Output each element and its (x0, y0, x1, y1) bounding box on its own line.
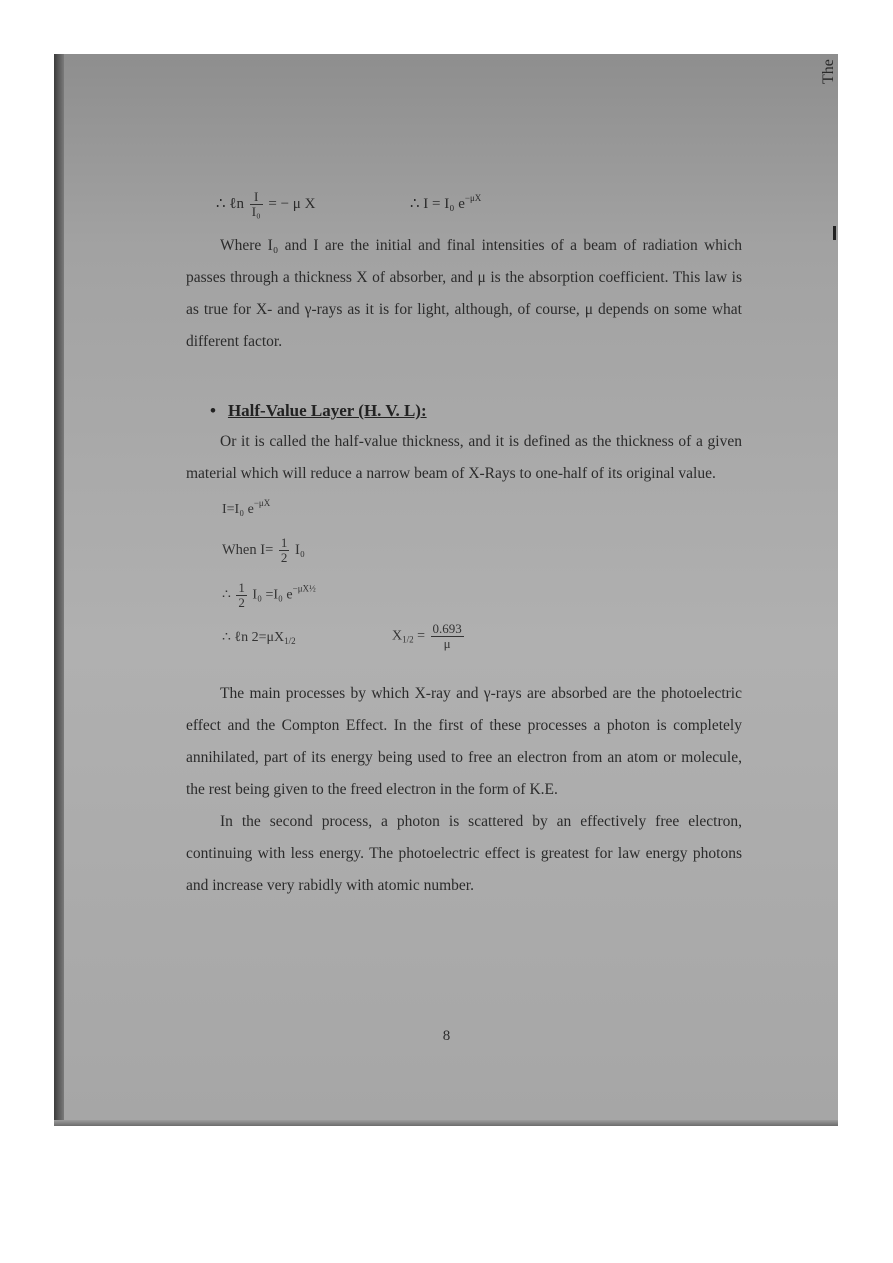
half-fraction-2: $\frac{1}{2}$ (238, 580, 245, 610)
paragraph-absorption-processes: The main processes by which X-ray and γ-rays are absorbed are the photoelectric effect and the Compton Effect. In the first of these processes a photon is completely annihilated, part of its energy being used to free an electron from an atom or molecule, the rest being given to the freed electron in the form of K.E. (186, 685, 742, 798)
page-content (186, 190, 742, 902)
half-value-result: $X_{1/2}$ = $\frac{0.693}{\mu}$ (392, 621, 462, 651)
absorption-equations (186, 190, 742, 230)
exponential-equation: ∴ I = I₀ $e^{-\mu X}$ (410, 193, 482, 212)
page-number: 8 (442, 1028, 451, 1044)
half-fraction: $\frac{1}{2}$ (280, 535, 288, 565)
formula-intensity: I=I₀ $e^{-\mu X}$ (222, 498, 271, 517)
edge-mark (833, 226, 836, 240)
section-heading: • Half-Value Layer (H. V. L): (210, 401, 427, 420)
page-left-shadow (54, 54, 64, 1126)
formula-when-half: When I= $\frac{1}{2}$ I₀ (222, 535, 305, 565)
paragraph-hvl-definition: Or it is called the half-value thickness, and it is defined as the thickness of a given material which will reduce a narrow beam of X-Rays to one-half of its original value. (186, 433, 742, 482)
result-fraction: $\frac{0.693}{\mu}$ (432, 621, 462, 651)
ratio-fraction: $\frac{I}{\text{I₀}}$ (251, 189, 261, 219)
paragraph-second-process: In the second process, a photon is scattered by an effectively free electron, continuing with less energy. The photoelectric effect is greatest for law energy photons and increase very rabidly with atomic number. (186, 813, 742, 894)
formula-substitution: ∴ $\frac{1}{2}$ I₀ =I₀ $e^{-\mu X\frac{1}{2}}$ (222, 580, 316, 610)
paragraph-intensity: Where I₀ and I are the initial and final intensities of a beam of radiation which passes through a thickness X of absorber, and μ is the absorption coefficient. This law is as true for X- and γ-rays as it is for light, although, of course, μ depends on some what different factor. (186, 237, 742, 350)
log-equation: ∴ ℓn $\frac{I}{\text{I₀}}$ = − μ X (216, 189, 316, 219)
formula-half-value: ∴ ℓn $2=\mu X_{1/2}$ $X_{1/2}$ = $\frac{0.693}{\mu}$ (222, 628, 742, 664)
page-bottom-shadow (54, 1120, 838, 1126)
bullet-icon: • (210, 401, 216, 420)
adjacent-page-text: The (820, 59, 837, 84)
